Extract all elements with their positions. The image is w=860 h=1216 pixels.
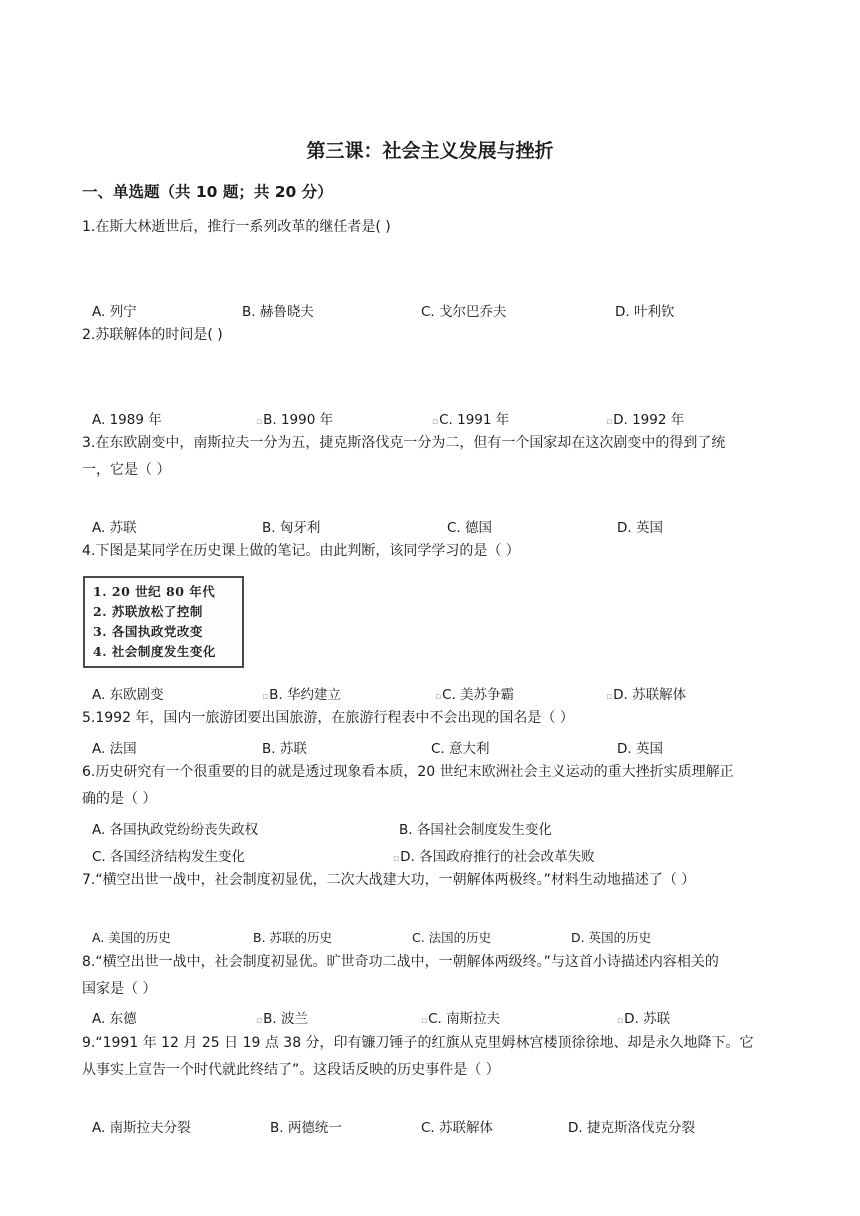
question-8-stem-line-1: 8.“横空出世一战中，社会制度初显优。旷世奇功二战中，一朝解体两级终。”与这首小诗描述内容相关的 [82,954,719,970]
q4-option-b-label: B. 华约建立 [269,687,341,703]
q4-option-d[interactable] [606,683,686,703]
q6-option-b[interactable]: B. 各国社会制度发生变化 [399,822,552,838]
section-heading: 一、单选题（共 10 题；共 20 分） [82,183,333,201]
q8-option-a[interactable]: A. 东德 [92,1011,137,1027]
q5-option-d[interactable]: D. 英国 [617,741,663,757]
q2-option-c[interactable] [432,408,509,428]
q4-option-d-label: D. 苏联解体 [613,687,687,703]
q8-option-c[interactable] [421,1007,500,1027]
q5-option-b[interactable]: B. 苏联 [262,741,307,757]
option-marker-icon: ▫ [262,692,269,702]
question-6-stem-line-2: 确的是（ ） [82,791,157,807]
q4-option-c-label: C. 美苏争霸 [442,687,515,703]
option-marker-icon: ▫ [393,854,400,864]
question-9-stem-line-2: 从事实上宣告一个时代就此终结了”。这段话反映的历史事件是（ ） [82,1062,500,1078]
q6-option-d[interactable] [393,845,595,865]
q3-option-b[interactable]: B. 匈牙利 [262,520,321,536]
q1-option-a[interactable]: A. 列宁 [92,304,137,320]
q6-option-a[interactable]: A. 各国执政党纷纷丧失政权 [92,822,259,838]
option-marker-icon: ▫ [256,417,263,427]
q1-option-b[interactable]: B. 赫鲁晓夫 [242,304,314,320]
question-3-stem-line-1: 3.在东欧剧变中，南斯拉夫一分为五，捷克斯洛伐克一分为二，但有一个国家却在这次剧变中的得到了统 [82,435,726,451]
option-marker-icon: ▫ [617,1016,624,1026]
q2-option-b-label: B. 1990 年 [263,412,334,428]
q4-option-a[interactable]: A. 东欧剧变 [92,687,164,703]
question-9-stem-line-1: 9.“1991 年 12 月 25 日 19 点 38 分，印有镰刀锤子的红旗从克里姆林宫楼顶徐徐地、却是永久地降下。它 [82,1035,754,1051]
q9-option-a[interactable]: A. 南斯拉夫分裂 [92,1120,191,1136]
question-3-stem-line-2: 一，它是（ ） [82,462,171,478]
question-7-stem: 7.“横空出世一战中，社会制度初显优，二次大战建大功，一朝解体两极终。”材料生动地描述了（ ） [82,872,696,888]
q8-option-c-label: C. 南斯拉夫 [428,1011,501,1027]
q1-option-c[interactable]: C. 戈尔巴乔夫 [421,304,507,320]
q7-option-a[interactable]: A. 美国的历史 [92,930,171,945]
q2-option-b[interactable] [256,408,333,428]
question-2-stem: 2.苏联解体的时间是( ) [82,327,223,343]
option-marker-icon: ▫ [256,1016,263,1026]
q8-option-b-label: B. 波兰 [263,1011,308,1027]
page-title: 第三课：社会主义发展与挫折 [306,140,554,162]
q9-option-b[interactable]: B. 两德统一 [270,1120,342,1136]
q6-option-d-label: D. 各国政府推行的社会改革失败 [400,849,595,865]
q1-option-d[interactable]: D. 叶利钦 [615,304,675,320]
q7-option-d[interactable]: D. 英国的历史 [571,930,652,945]
q6-option-c[interactable]: C. 各国经济结构发生变化 [92,849,246,865]
q5-option-c[interactable]: C. 意大利 [431,741,490,757]
class-notes-image [83,576,244,668]
q9-option-d[interactable]: D. 捷克斯洛伐克分裂 [568,1120,695,1136]
note-line-2: 2. 苏联放松了控制 [93,604,203,619]
q2-option-c-label: C. 1991 年 [439,412,510,428]
q8-option-d-label: D. 苏联 [624,1011,671,1027]
q3-option-c[interactable]: C. 德国 [447,520,493,536]
q8-option-b[interactable] [256,1007,308,1027]
q7-option-b[interactable]: B. 苏联的历史 [253,930,333,945]
q2-option-a[interactable]: A. 1989 年 [92,412,162,428]
question-1-stem: 1.在斯大林逝世后，推行一系列改革的继任者是( ) [82,219,391,235]
note-line-1: 1. 20 世纪 80 年代 [93,584,216,599]
option-marker-icon: ▫ [421,1016,428,1026]
question-5-stem: 5.1992 年，国内一旅游团要出国旅游，在旅游行程表中不会出现的国名是（ ） [82,710,574,726]
option-marker-icon: ▫ [435,692,442,702]
question-6-stem-line-1: 6.历史研究有一个很重要的目的就是透过现象看本质，20 世纪末欧洲社会主义运动的重大挫折实质理解正 [82,764,734,780]
q7-option-c[interactable]: C. 法国的历史 [412,930,492,945]
q5-option-a[interactable]: A. 法国 [92,741,137,757]
q3-option-d[interactable]: D. 英国 [617,520,663,536]
note-line-4: 4. 社会制度发生变化 [93,644,216,659]
q9-option-c[interactable]: C. 苏联解体 [421,1120,494,1136]
option-marker-icon: ▫ [606,692,613,702]
q3-option-a[interactable]: A. 苏联 [92,520,137,536]
option-marker-icon: ▫ [432,417,439,427]
q8-option-d[interactable] [617,1007,670,1027]
question-4-stem: 4.下图是某同学在历史课上做的笔记。由此判断，该同学学习的是（ ） [82,543,520,559]
note-line-3: 3. 各国执政党改变 [93,624,203,639]
q4-option-c[interactable] [435,683,514,703]
option-marker-icon: ▫ [606,417,613,427]
question-8-stem-line-2: 国家是（ ） [82,981,157,997]
q4-option-b[interactable] [262,683,341,703]
q2-option-d-label: D. 1992 年 [613,412,685,428]
q2-option-d[interactable] [606,408,684,428]
